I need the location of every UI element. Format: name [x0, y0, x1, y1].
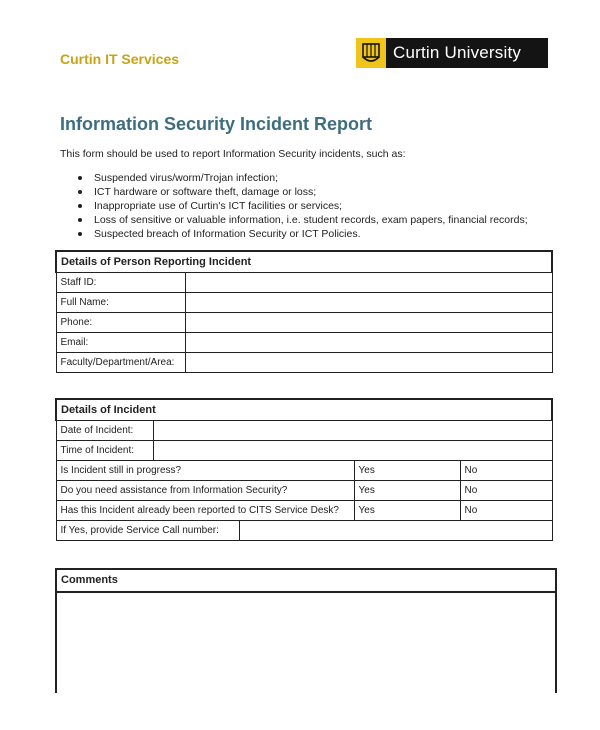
comments-field[interactable] [57, 593, 555, 693]
department-name: Curtin IT Services [60, 51, 180, 67]
reported-question: Has this Incident already been reported to CITS Service Desk? [56, 501, 354, 521]
staff-id-field[interactable] [185, 273, 552, 293]
reporter-details-table [55, 250, 553, 373]
faculty-label: Faculty/Department/Area: [56, 353, 185, 373]
assistance-yes-option[interactable]: Yes [354, 481, 460, 501]
list-item: ICT hardware or software theft, damage or loss; [78, 185, 528, 199]
full-name-field[interactable] [185, 293, 552, 313]
logo-text: Curtin University [393, 43, 522, 62]
phone-label: Phone: [56, 313, 185, 333]
list-item: Suspended virus/worm/Trojan infection; [78, 171, 528, 185]
email-field[interactable] [185, 333, 552, 353]
full-name-label: Full Name: [56, 293, 185, 313]
in-progress-no-option[interactable]: No [460, 461, 552, 481]
service-call-label: If Yes, provide Service Call number: [56, 521, 239, 541]
list-item: Suspected breach of Information Security or ICT Policies. [78, 227, 528, 241]
page-title: Information Security Incident Report [60, 114, 373, 134]
phone-field[interactable] [185, 313, 552, 333]
list-item: Inappropriate use of Curtin's ICT facilities or services; [78, 199, 528, 213]
in-progress-yes-option[interactable]: Yes [354, 461, 460, 481]
comments-section [55, 568, 557, 693]
incident-details-table [55, 398, 553, 541]
reported-no-option[interactable]: No [460, 501, 552, 521]
incident-type-list [78, 171, 528, 241]
faculty-field[interactable] [185, 353, 552, 373]
time-label: Time of Incident: [56, 441, 153, 461]
list-item: Loss of sensitive or valuable information, i.e. student records, exam papers, financial records; [78, 213, 528, 227]
incident-section-heading: Details of Incident [56, 399, 552, 421]
date-label: Date of Incident: [56, 421, 153, 441]
comments-heading: Comments [57, 568, 555, 593]
time-field[interactable] [153, 441, 552, 461]
in-progress-question: Is Incident still in progress? [56, 461, 354, 481]
staff-id-label: Staff ID: [56, 273, 185, 293]
date-field[interactable] [153, 421, 552, 441]
reported-yes-option[interactable]: Yes [354, 501, 460, 521]
service-call-field[interactable] [239, 521, 552, 541]
assistance-no-option[interactable]: No [460, 481, 552, 501]
crest-icon [356, 38, 386, 68]
reporter-section-heading: Details of Person Reporting Incident [56, 251, 552, 273]
intro-text: This form should be used to report Information Security incidents, such as: [60, 148, 406, 160]
email-label: Email: [56, 333, 185, 353]
assistance-question: Do you need assistance from Information Security? [56, 481, 354, 501]
university-logo [356, 38, 548, 68]
